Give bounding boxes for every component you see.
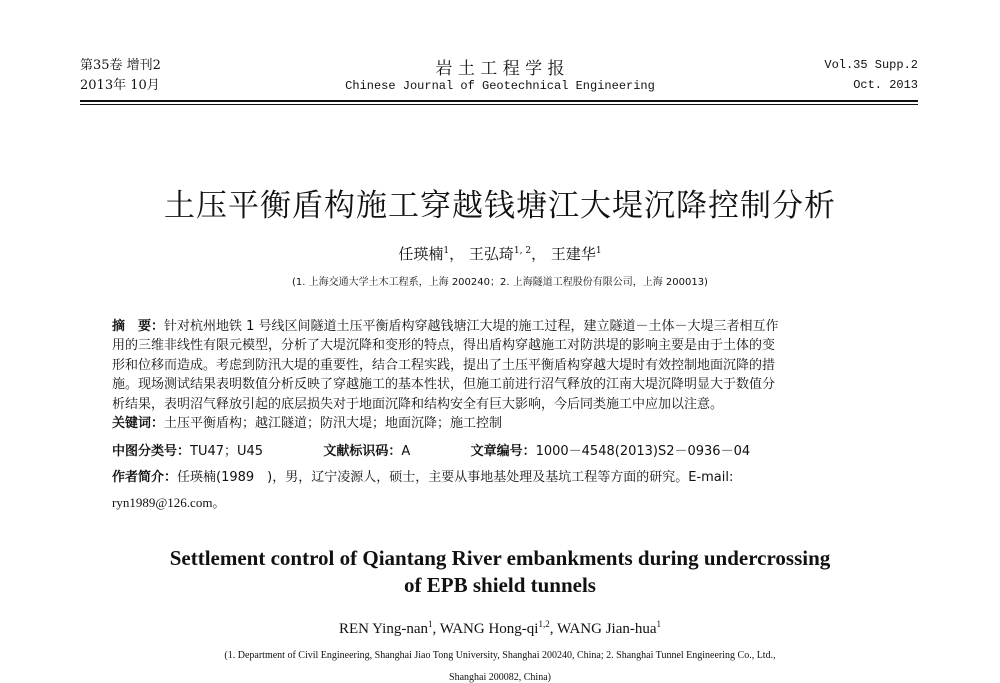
paper-title-cn: 土压平衡盾构施工穿越钱塘江大堤沉降控制分析 xyxy=(164,188,836,224)
issue-month-year: Oct. 2013 xyxy=(853,78,918,92)
doc-code-value: A xyxy=(401,444,411,459)
author-en-2: WANG Hong-qi$^{1,2}$ xyxy=(439,619,550,637)
paper-title-en-line-1: Settlement control of Qiantang River embankments during undercrossing xyxy=(169,546,831,570)
affiliation-en-line-2: Shanghai 200082, China) xyxy=(449,672,551,683)
journal-title-en: Chinese Journal of Geotechnical Engineering xyxy=(345,79,655,93)
authors-cn: 任瑛楠$^1$， 王弘琦$^{1, 2}$， 王建华$^1$ xyxy=(398,245,602,263)
abstract-line-2: 用的三维非线性有限元模型，分析了大堤沉降和变形的特点，得出盾构穿越施工对防洪堤的影响主要是由于土体的变 xyxy=(112,338,776,353)
author-cn-3: 王建华$^1$ xyxy=(550,245,602,263)
author-bio-line-1: 作者简介：任瑛楠(1989 )，男，辽宁凌源人，硕士，主要从事地基处理及基坑工程等方面的研究。E-mail: xyxy=(112,470,734,485)
issue-date: 2013年 10月 xyxy=(80,78,160,93)
header-rule-thick xyxy=(80,100,918,102)
clc-label: 中图分类号： xyxy=(112,444,191,459)
abstract-line-1: 摘 要：针对杭州地铁 1 号线区间隧道土压平衡盾构穿越钱塘江大堤的施工过程，建立隧道－土体－大堤三者相互作 xyxy=(112,319,779,334)
abstract-line-3: 形和位移而造成。考虑到防汛大堤的重要性，结合工程实践，提出了土压平衡盾构穿越大堤时有效控制地面沉降的措 xyxy=(112,358,776,373)
journal-title-cn: 岩 土 工 程 学 报 xyxy=(435,59,565,79)
author-en-1: REN Ying-nan$^1$ xyxy=(338,619,433,637)
abstract-line-5: 析结果，表明沼气释放引起的底层损失对于地面沉降和结构安全有巨大影响，今后同类施工中应加以注意。 xyxy=(112,397,724,412)
authors-en: REN Ying-nan$^1$, WANG Hong-qi$^{1,2}$, WANG Jian-hua$^1$ xyxy=(338,619,662,637)
article-number-label: 文章编号： xyxy=(470,444,536,459)
affiliation-cn: (1. 上海交通大学土木工程系，上海 200240；2. 上海隧道工程股份有限公司，上海 200013) xyxy=(292,277,708,288)
classification-line xyxy=(112,440,750,459)
keywords-label: 关键词： xyxy=(112,416,165,431)
author-bio-label: 作者简介： xyxy=(112,470,178,485)
header-rule-thin xyxy=(80,104,918,105)
abstract-line-4: 施。现场测试结果表明数值分析反映了穿越施工的基本性状，但施工前进行沼气释放的江南大堤沉降明显大于数值分 xyxy=(112,377,776,392)
doc-code-label: 文献标识码： xyxy=(323,444,402,459)
affiliation-en-line-1: (1. Department of Civil Engineering, Shanghai Jiao Tong University, Shanghai 200240, China; 2. Shanghai Tunnel Engineering Co., Ltd., xyxy=(224,650,776,661)
author-email: ryn1989@126.com。 xyxy=(112,495,226,510)
clc-value: TU47；U45 xyxy=(190,444,264,459)
volume-supplement: Vol.35 Supp.2 xyxy=(824,58,918,72)
volume-issue: 第35卷 增刊2 xyxy=(80,58,161,73)
paper-title-en-line-2: of EPB shield tunnels xyxy=(404,573,596,597)
author-cn-2: 王弘琦$^{1, 2}$ xyxy=(468,245,532,263)
keywords-text: 土压平衡盾构；越江隧道；防汛大堤；地面沉降；施工控制 xyxy=(164,416,503,431)
abstract-label: 摘 要： xyxy=(112,319,165,334)
keywords xyxy=(112,414,904,433)
article-number-value: 1000－4548(2013)S2－0936－04 xyxy=(535,444,751,459)
author-en-3: WANG Jian-hua$^1$ xyxy=(556,619,662,637)
author-cn-1: 任瑛楠$^1$ xyxy=(398,245,450,263)
